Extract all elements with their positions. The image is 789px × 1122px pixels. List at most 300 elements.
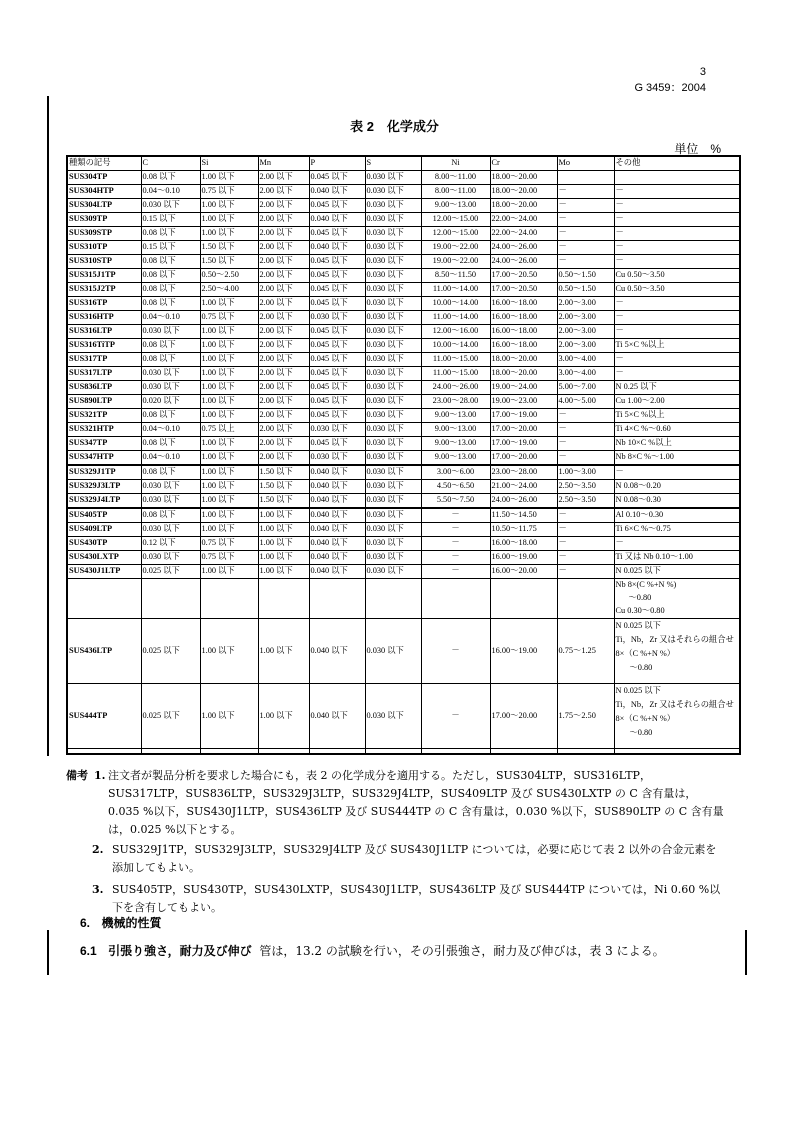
column-header: Mo (557, 156, 614, 171)
table-row (67, 437, 740, 451)
notes-label: 備考 (66, 770, 88, 782)
c-cell: 0.15 以下 (141, 213, 200, 227)
empty-cell (200, 579, 258, 593)
p-cell: 0.045 以下 (309, 255, 365, 269)
s-cell: 0.030 以下 (365, 255, 421, 269)
p-cell: 0.040 以下 (309, 619, 365, 684)
other-line: 8×（C %+N %） (615, 714, 676, 723)
cr-cell: 16.00～19.00 (490, 551, 557, 565)
table-row (67, 480, 740, 494)
grade-code-cell: SUS405TP (67, 508, 141, 523)
c-cell: 0.025 以下 (141, 619, 200, 684)
c-cell: 0.030 以下 (141, 551, 200, 565)
column-header: Ni (421, 156, 490, 171)
s-cell: 0.030 以下 (365, 283, 421, 297)
grade-code-cell: SUS430TP (67, 537, 141, 551)
ni-cell: － (421, 619, 490, 684)
ni-cell: 9.00～13.00 (421, 437, 490, 451)
c-cell: 0.025 以下 (141, 565, 200, 579)
ni-cell: 23.00～28.00 (421, 395, 490, 409)
table-row (67, 381, 740, 395)
mn-cell: 2.00 以下 (258, 241, 309, 255)
note-text: 注文者が製品分析を要求した場合にも，表 2 の化学成分を適用する。ただし，SUS304LTP，SUS316LTP，SUS317LTP，SUS836LTP，SUS329J3LTP，SUS329J4LTP，SUS409LTP 及び SUS430LXTP の C 含有量は，0.035 %以下，SUS430J1LTP，SUS436LTP 及び SUS444TP の C 含有量は，0.030 %以下，SUS890LTP の C 含有量は，0.025 %以下とする。 (108, 769, 724, 836)
s-cell: 0.030 以下 (365, 367, 421, 381)
mo-cell: － (557, 451, 614, 466)
other-line: ～0.80 (629, 663, 653, 672)
other-cell (614, 619, 740, 684)
cr-cell: 10.50～11.75 (490, 523, 557, 537)
table-row (67, 325, 740, 339)
mo-cell (557, 171, 614, 185)
cr-cell: 18.00～20.00 (490, 353, 557, 367)
section-body: 管は，13.2 の試験を行い，その引張強さ，耐力及び伸びは，表 3 による。 (259, 944, 665, 958)
column-header: C (141, 156, 200, 171)
section-number: 6.1 (80, 944, 97, 958)
other-cell: － (614, 367, 740, 381)
ni-cell: 9.00～13.00 (421, 451, 490, 466)
s-cell: 0.030 以下 (365, 381, 421, 395)
mn-cell: 2.00 以下 (258, 199, 309, 213)
mo-cell: － (557, 437, 614, 451)
si-cell: 1.00 以下 (200, 523, 258, 537)
mo-cell: － (557, 551, 614, 565)
si-cell: 0.75 以下 (200, 537, 258, 551)
si-cell: 1.00 以下 (200, 480, 258, 494)
grade-code-cell: SUS329J1TP (67, 465, 141, 480)
cr-cell: 21.00～24.00 (490, 480, 557, 494)
grade-code-cell: SUS310TP (67, 241, 141, 255)
p-cell: 0.040 以下 (309, 565, 365, 579)
table-row (67, 409, 740, 423)
ni-cell: － (421, 508, 490, 523)
other-cell: Ti 5×C %以上 (614, 409, 740, 423)
grade-code-cell: SUS310STP (67, 255, 141, 269)
mo-cell: 2.50～3.50 (557, 494, 614, 509)
c-cell: 0.025 以下 (141, 684, 200, 749)
right-margin-bar-lower (745, 930, 747, 975)
si-cell: 1.00 以下 (200, 353, 258, 367)
p-cell: 0.040 以下 (309, 185, 365, 199)
table-row (67, 523, 740, 537)
grade-code-cell: SUS321HTP (67, 423, 141, 437)
c-cell: 0.12 以下 (141, 537, 200, 551)
cr-cell: 24.00～26.00 (490, 494, 557, 509)
page-number: 3 (699, 66, 706, 78)
ni-cell: 12.00～16.00 (421, 325, 490, 339)
cr-cell: 16.00～18.00 (490, 325, 557, 339)
p-cell: 0.045 以下 (309, 297, 365, 311)
s-cell: 0.030 以下 (365, 423, 421, 437)
empty-cell (490, 579, 557, 593)
empty-cell (67, 749, 141, 755)
ni-cell: 5.50～7.50 (421, 494, 490, 509)
grade-code-cell: SUS304HTP (67, 185, 141, 199)
mn-cell: 2.00 以下 (258, 395, 309, 409)
other-cell: Cu 0.50～3.50 (614, 283, 740, 297)
si-cell: 1.00 以下 (200, 325, 258, 339)
other-line: N 0.025 以下 (615, 686, 661, 695)
grade-code-cell: SUS304TP (67, 171, 141, 185)
mo-cell: － (557, 508, 614, 523)
p-cell: 0.040 以下 (309, 494, 365, 509)
other-line: 8×（C %+N %） (615, 649, 676, 658)
grade-code-cell: SUS317LTP (67, 367, 141, 381)
si-cell: 1.00 以下 (200, 297, 258, 311)
note-2 (66, 841, 726, 877)
ni-cell: 9.00～13.00 (421, 423, 490, 437)
ni-cell: 12.00～15.00 (421, 227, 490, 241)
table-row (67, 508, 740, 523)
empty-cell (200, 592, 258, 605)
other-cell: － (614, 297, 740, 311)
cr-cell: 16.00～18.00 (490, 311, 557, 325)
mn-cell: 1.50 以下 (258, 494, 309, 509)
other-cell: N 0.08～0.20 (614, 480, 740, 494)
mo-cell: 2.00～3.00 (557, 339, 614, 353)
empty-cell (309, 605, 365, 619)
empty-cell (557, 605, 614, 619)
empty-cell (490, 592, 557, 605)
mo-cell: 2.50～3.50 (557, 480, 614, 494)
other-line: N 0.025 以下 (615, 621, 661, 630)
table-row (67, 185, 740, 199)
empty-cell (557, 749, 614, 755)
s-cell: 0.030 以下 (365, 297, 421, 311)
other-cell: N 0.08～0.30 (614, 494, 740, 509)
other-cell (614, 684, 740, 749)
mn-cell: 2.00 以下 (258, 451, 309, 466)
cr-cell: 17.00～20.50 (490, 269, 557, 283)
mo-cell: 4.00～5.00 (557, 395, 614, 409)
other-cell: N 0.025 以下 (614, 565, 740, 579)
grade-code-cell: SUS347HTP (67, 451, 141, 466)
table-row (67, 269, 740, 283)
mn-cell: 1.00 以下 (258, 537, 309, 551)
c-cell: 0.08 以下 (141, 409, 200, 423)
empty-cell (258, 592, 309, 605)
si-cell: 2.50～4.00 (200, 283, 258, 297)
c-cell: 0.15 以下 (141, 241, 200, 255)
mo-cell: 0.50～1.50 (557, 283, 614, 297)
empty-cell (200, 605, 258, 619)
mn-cell: 2.00 以下 (258, 339, 309, 353)
mo-cell: 0.50～1.50 (557, 269, 614, 283)
si-cell: 1.00 以下 (200, 437, 258, 451)
empty-cell (258, 605, 309, 619)
p-cell: 0.045 以下 (309, 283, 365, 297)
table-row (67, 339, 740, 353)
table-spacer-row (67, 749, 740, 755)
section-6-heading (80, 914, 161, 931)
empty-cell (141, 579, 200, 593)
s-cell: 0.030 以下 (365, 551, 421, 565)
column-header: Cr (490, 156, 557, 171)
p-cell: 0.040 以下 (309, 684, 365, 749)
cr-cell: 17.00～20.50 (490, 283, 557, 297)
p-cell: 0.045 以下 (309, 269, 365, 283)
p-cell: 0.045 以下 (309, 199, 365, 213)
grade-code-cell: SUS444TP (67, 684, 141, 749)
cr-cell: 16.00～18.00 (490, 339, 557, 353)
mo-cell: 2.00～3.00 (557, 297, 614, 311)
unit-label: 単位 % (674, 142, 721, 156)
note-text: SUS329J1TP，SUS329J3LTP，SUS329J4LTP 及び SUS430J1LTP については，必要に応じて表 2 以外の合金元素を添加してもよい。 (112, 843, 717, 874)
table-row (67, 465, 740, 480)
c-cell: 0.08 以下 (141, 339, 200, 353)
mn-cell: 2.00 以下 (258, 269, 309, 283)
c-cell: 0.030 以下 (141, 199, 200, 213)
other-cell: Nb 8×C %～1.00 (614, 451, 740, 466)
mn-cell: 2.00 以下 (258, 311, 309, 325)
ni-cell: － (421, 537, 490, 551)
empty-cell (67, 579, 141, 593)
empty-cell (141, 749, 200, 755)
empty-cell (490, 605, 557, 619)
table-row (67, 551, 740, 565)
note-1 (66, 767, 726, 839)
note-text: SUS405TP，SUS430TP，SUS430LXTP，SUS430J1LTP，SUS436LTP 及び SUS444TP については，Ni 0.60 %以下を含有してもよい。 (112, 883, 721, 914)
si-cell: 1.00 以下 (200, 381, 258, 395)
table-row (67, 423, 740, 437)
other-cell: － (614, 465, 740, 480)
grade-code-cell: SUS316LTP (67, 325, 141, 339)
section-title: 引張り強さ，耐力及び伸び (108, 944, 252, 958)
table-title: 表 2 化学成分 (350, 119, 439, 134)
cr-cell: 18.00～20.00 (490, 171, 557, 185)
ni-cell: － (421, 684, 490, 749)
si-cell: 1.00 以下 (200, 227, 258, 241)
si-cell: 1.00 以下 (200, 684, 258, 749)
p-cell: 0.045 以下 (309, 395, 365, 409)
ni-cell: 11.00～14.00 (421, 283, 490, 297)
c-cell: 0.08 以下 (141, 255, 200, 269)
empty-cell (67, 592, 141, 605)
empty-cell (421, 749, 490, 755)
other-cell: － (614, 213, 740, 227)
ni-cell: 3.00～6.00 (421, 465, 490, 480)
grade-code-cell: SUS321TP (67, 409, 141, 423)
mn-cell: 2.00 以下 (258, 297, 309, 311)
mo-cell: － (557, 241, 614, 255)
mn-cell: 1.50 以下 (258, 465, 309, 480)
empty-cell (365, 579, 421, 593)
cr-cell: 16.00～18.00 (490, 297, 557, 311)
grade-code-cell: SUS309STP (67, 227, 141, 241)
column-header: 種類の記号 (67, 156, 141, 171)
c-cell: 0.030 以下 (141, 325, 200, 339)
c-cell: 0.08 以下 (141, 269, 200, 283)
cr-cell: 23.00～28.00 (490, 465, 557, 480)
mn-cell: 2.00 以下 (258, 171, 309, 185)
grade-code-cell: SUS316TP (67, 297, 141, 311)
s-cell: 0.030 以下 (365, 395, 421, 409)
s-cell: 0.030 以下 (365, 537, 421, 551)
mn-cell: 2.00 以下 (258, 423, 309, 437)
grade-code-cell: SUS436LTP (67, 619, 141, 684)
mo-cell: 2.00～3.00 (557, 311, 614, 325)
s-cell: 0.030 以下 (365, 465, 421, 480)
notes (66, 767, 726, 917)
s-cell: 0.030 以下 (365, 684, 421, 749)
si-cell: 0.75 以下 (200, 551, 258, 565)
s-cell: 0.030 以下 (365, 437, 421, 451)
c-cell: 0.08 以下 (141, 171, 200, 185)
other-cell: N 0.25 以下 (614, 381, 740, 395)
table-continuation-row (67, 579, 740, 593)
note-number: 3. (92, 883, 104, 896)
cr-cell: 18.00～20.00 (490, 199, 557, 213)
section-number: 6. (80, 916, 91, 930)
other-cell: － (614, 199, 740, 213)
mn-cell: 2.00 以下 (258, 325, 309, 339)
table-row (67, 494, 740, 509)
other-cell: Cu 0.30～0.80 (614, 605, 740, 619)
table-row (67, 199, 740, 213)
s-cell: 0.030 以下 (365, 619, 421, 684)
mn-cell: 2.00 以下 (258, 255, 309, 269)
mn-cell: 2.00 以下 (258, 353, 309, 367)
c-cell: 0.04～0.10 (141, 423, 200, 437)
s-cell: 0.030 以下 (365, 199, 421, 213)
mo-cell: － (557, 199, 614, 213)
table-row (67, 241, 740, 255)
p-cell: 0.040 以下 (309, 213, 365, 227)
ni-cell: 10.00～14.00 (421, 297, 490, 311)
mo-cell: 3.00～4.00 (557, 367, 614, 381)
empty-cell (309, 749, 365, 755)
empty-cell (309, 579, 365, 593)
p-cell: 0.045 以下 (309, 367, 365, 381)
other-cell: － (614, 241, 740, 255)
p-cell: 0.040 以下 (309, 480, 365, 494)
other-cell: － (614, 325, 740, 339)
si-cell: 1.00 以下 (200, 451, 258, 466)
c-cell: 0.08 以下 (141, 297, 200, 311)
ni-cell: 19.00～22.00 (421, 241, 490, 255)
ni-cell: 10.00～14.00 (421, 339, 490, 353)
si-cell: 0.75 以下 (200, 311, 258, 325)
s-cell: 0.030 以下 (365, 339, 421, 353)
mn-cell: 1.00 以下 (258, 551, 309, 565)
ni-cell: － (421, 523, 490, 537)
c-cell: 0.020 以下 (141, 395, 200, 409)
si-cell: 1.50 以下 (200, 255, 258, 269)
p-cell: 0.040 以下 (309, 508, 365, 523)
s-cell: 0.030 以下 (365, 508, 421, 523)
cr-cell: 18.00～20.00 (490, 185, 557, 199)
empty-cell (258, 579, 309, 593)
grade-code-cell: SUS347TP (67, 437, 141, 451)
empty-cell (421, 592, 490, 605)
ni-cell: 19.00～22.00 (421, 255, 490, 269)
mn-cell: 2.00 以下 (258, 437, 309, 451)
mn-cell: 2.00 以下 (258, 213, 309, 227)
si-cell: 1.50 以下 (200, 241, 258, 255)
c-cell: 0.030 以下 (141, 480, 200, 494)
mo-cell: － (557, 537, 614, 551)
s-cell: 0.030 以下 (365, 565, 421, 579)
grade-code-cell: SUS309TP (67, 213, 141, 227)
s-cell: 0.030 以下 (365, 494, 421, 509)
grade-code-cell: SUS836LTP (67, 381, 141, 395)
mn-cell: 1.00 以下 (258, 523, 309, 537)
c-cell: 0.030 以下 (141, 523, 200, 537)
table-row (67, 297, 740, 311)
grade-code-cell: SUS430LXTP (67, 551, 141, 565)
table-row-tall (67, 684, 740, 749)
ni-cell: 12.00～15.00 (421, 213, 490, 227)
p-cell: 0.040 以下 (309, 551, 365, 565)
mo-cell: － (557, 185, 614, 199)
cr-cell: 24.00～26.00 (490, 241, 557, 255)
other-line: ～0.80 (629, 728, 653, 737)
c-cell: 0.04～0.10 (141, 451, 200, 466)
empty-cell (67, 605, 141, 619)
other-cell: Ti 4×C %～0.60 (614, 423, 740, 437)
table-row (67, 171, 740, 185)
ni-cell: 11.00～15.00 (421, 367, 490, 381)
s-cell: 0.030 以下 (365, 325, 421, 339)
p-cell: 0.045 以下 (309, 353, 365, 367)
s-cell: 0.030 以下 (365, 213, 421, 227)
p-cell: 0.040 以下 (309, 241, 365, 255)
other-cell: Al 0.10～0.30 (614, 508, 740, 523)
column-header: その他 (614, 156, 740, 171)
p-cell: 0.030 以下 (309, 311, 365, 325)
grade-code-cell: SUS430J1LTP (67, 565, 141, 579)
ni-cell: 11.00～15.00 (421, 353, 490, 367)
c-cell: 0.08 以下 (141, 508, 200, 523)
grade-code-cell: SUS329J3LTP (67, 480, 141, 494)
cr-cell: 17.00～19.00 (490, 409, 557, 423)
empty-cell (365, 749, 421, 755)
p-cell: 0.045 以下 (309, 325, 365, 339)
s-cell: 0.030 以下 (365, 451, 421, 466)
grade-code-cell: SUS304LTP (67, 199, 141, 213)
cr-cell: 22.00～24.00 (490, 213, 557, 227)
c-cell: 0.08 以下 (141, 283, 200, 297)
other-cell: Cu 1.00～2.00 (614, 395, 740, 409)
si-cell: 1.00 以下 (200, 409, 258, 423)
p-cell: 0.045 以下 (309, 409, 365, 423)
left-margin-bar-lower (47, 930, 49, 975)
c-cell: 0.08 以下 (141, 353, 200, 367)
si-cell: 1.00 以下 (200, 465, 258, 480)
empty-cell (141, 605, 200, 619)
empty-cell (421, 579, 490, 593)
p-cell: 0.045 以下 (309, 381, 365, 395)
column-header: S (365, 156, 421, 171)
note-number: 1. (94, 769, 106, 782)
si-cell: 1.00 以下 (200, 508, 258, 523)
table-continuation-row (67, 605, 740, 619)
c-cell: 0.08 以下 (141, 227, 200, 241)
mo-cell: 2.00～3.00 (557, 325, 614, 339)
section-6-1 (80, 940, 720, 962)
s-cell: 0.030 以下 (365, 311, 421, 325)
mo-cell: － (557, 423, 614, 437)
p-cell: 0.045 以下 (309, 339, 365, 353)
empty-cell (365, 605, 421, 619)
cr-cell: 18.00～20.00 (490, 367, 557, 381)
cr-cell: 16.00～18.00 (490, 537, 557, 551)
empty-cell (365, 592, 421, 605)
other-cell: － (614, 537, 740, 551)
cr-cell: 17.00～20.00 (490, 451, 557, 466)
ni-cell: 8.00～11.00 (421, 185, 490, 199)
table-row (67, 395, 740, 409)
document-id: G 3459：2004 (634, 82, 706, 94)
